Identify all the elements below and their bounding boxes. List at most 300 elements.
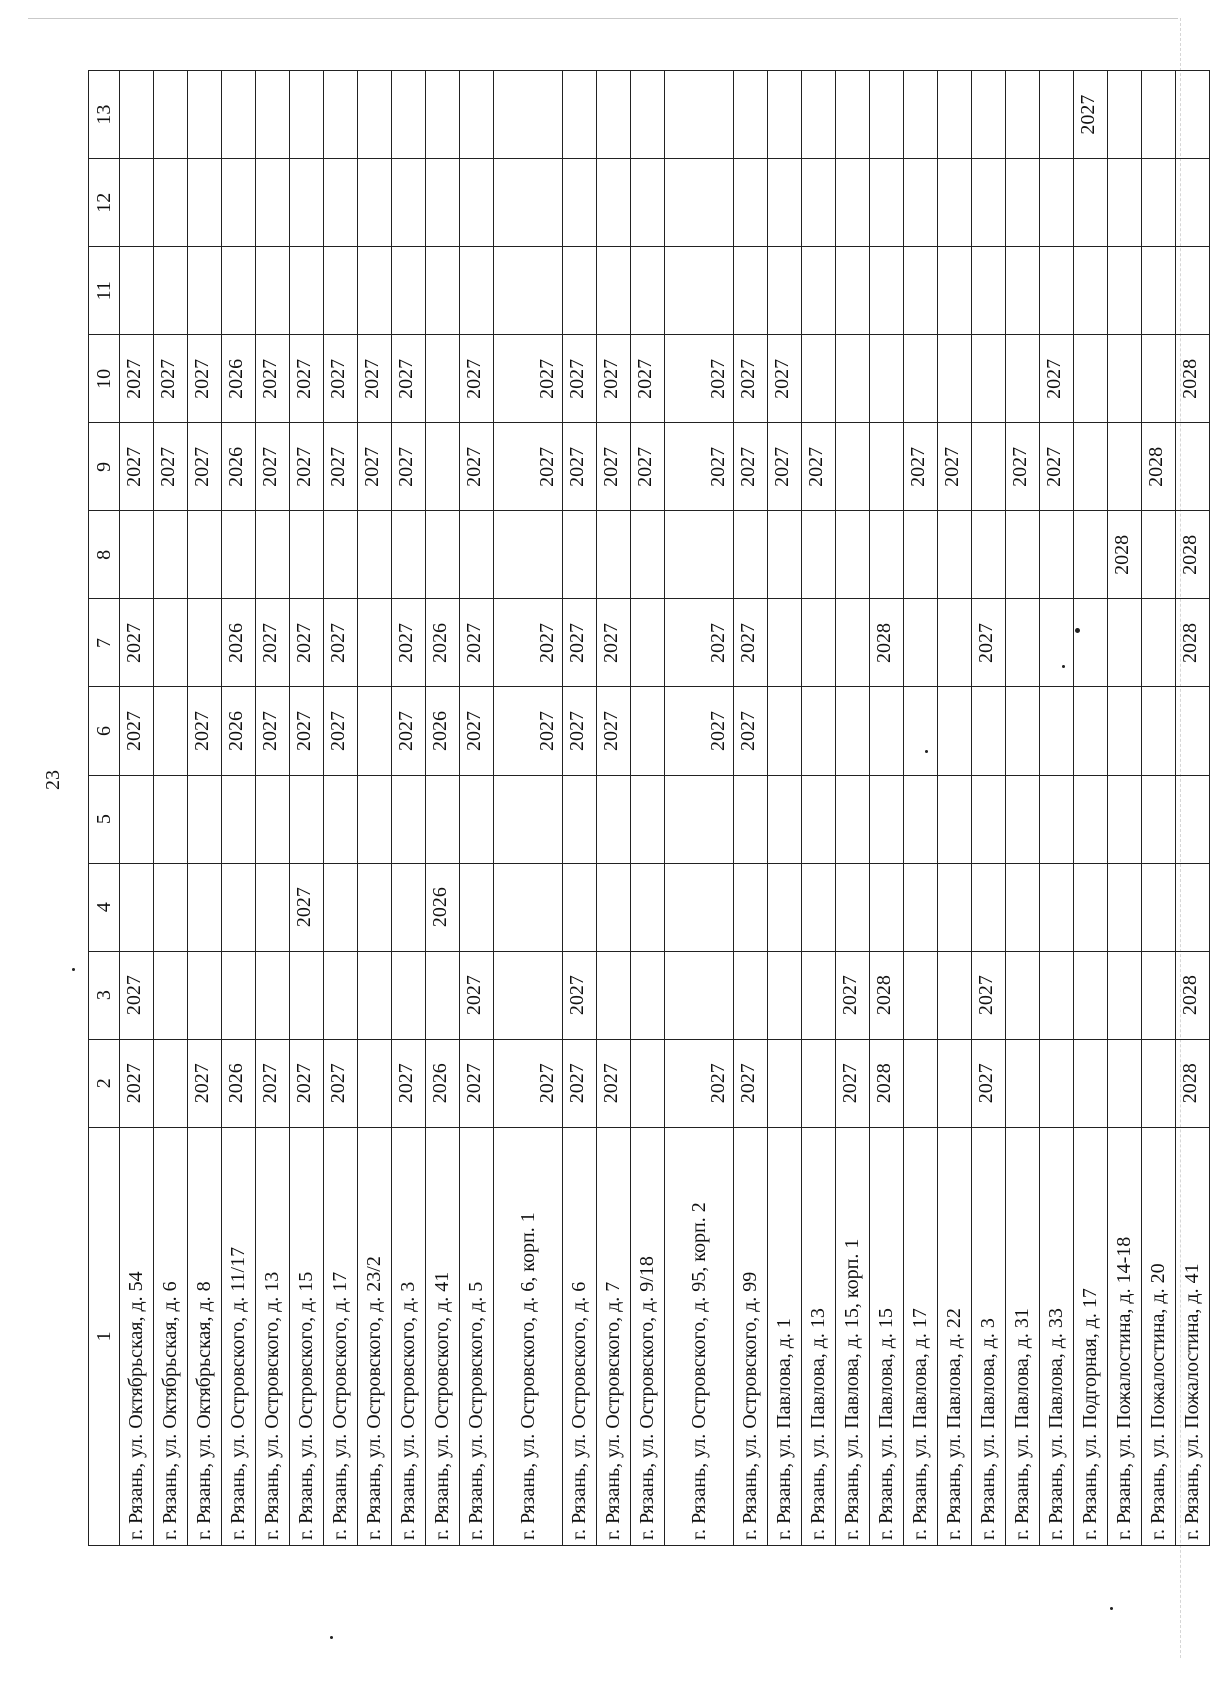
year-cell-col-2: 2027: [596, 1039, 630, 1127]
column-header-3: 3: [89, 951, 120, 1039]
year-cell-col-8: [869, 511, 903, 599]
year-cell-col-12: [1073, 159, 1107, 247]
year-cell-col-11: [425, 247, 459, 335]
year-cell-col-5: [664, 775, 733, 863]
column-header-6: 6: [89, 687, 120, 775]
year-cell-col-4: [733, 863, 767, 951]
year-cell-col-10: 2027: [357, 335, 391, 423]
year-cell-col-10: 2027: [1039, 335, 1073, 423]
year-cell-col-4: [357, 863, 391, 951]
address-cell: г. Рязань, ул. Павлова, д. 15, корп. 1: [835, 1127, 869, 1545]
year-cell-col-6: 2027: [493, 687, 562, 775]
column-header-8: 8: [89, 511, 120, 599]
address-cell: г. Рязань, ул. Островского, д. 23/2: [357, 1127, 391, 1545]
year-cell-col-3: [323, 951, 357, 1039]
page-number: 23: [42, 770, 64, 790]
year-cell-col-2: 2027: [733, 1039, 767, 1127]
year-cell-col-5: [1005, 775, 1039, 863]
year-cell-col-8: [903, 511, 937, 599]
year-cell-col-2: [801, 1039, 835, 1127]
year-cell-col-5: [153, 775, 187, 863]
year-cell-col-11: [459, 247, 493, 335]
year-cell-col-11: [733, 247, 767, 335]
year-cell-col-10: 2027: [733, 335, 767, 423]
year-cell-col-13: 2027: [1073, 71, 1107, 159]
year-cell-col-9: 2027: [459, 423, 493, 511]
year-cell-col-11: [835, 247, 869, 335]
table-row: [971, 71, 1005, 1546]
year-cell-col-12: [630, 159, 664, 247]
year-cell-col-2: 2027: [493, 1039, 562, 1127]
year-cell-col-12: [937, 159, 971, 247]
year-cell-col-13: [255, 71, 289, 159]
year-cell-col-7: 2027: [120, 599, 154, 687]
year-cell-col-5: [289, 775, 323, 863]
table-row: [187, 71, 221, 1546]
year-cell-col-12: [869, 159, 903, 247]
year-cell-col-2: [1141, 1039, 1175, 1127]
scan-speck: [1075, 628, 1080, 633]
year-cell-col-7: [801, 599, 835, 687]
year-cell-col-3: [221, 951, 255, 1039]
year-cell-col-11: [391, 247, 425, 335]
year-cell-col-6: [1005, 687, 1039, 775]
year-cell-col-3: 2027: [971, 951, 1005, 1039]
year-cell-col-7: [357, 599, 391, 687]
year-cell-col-9: 2027: [187, 423, 221, 511]
year-cell-col-8: [425, 511, 459, 599]
year-cell-col-5: [937, 775, 971, 863]
year-cell-col-3: [1073, 951, 1107, 1039]
year-cell-col-13: [187, 71, 221, 159]
year-cell-col-11: [357, 247, 391, 335]
column-header-11: 11: [89, 247, 120, 335]
column-header-13: 13: [89, 71, 120, 159]
year-cell-col-2: [630, 1039, 664, 1127]
year-cell-col-9: 2026: [221, 423, 255, 511]
year-cell-col-3: [630, 951, 664, 1039]
year-cell-col-7: [630, 599, 664, 687]
year-cell-col-7: [835, 599, 869, 687]
year-cell-col-13: [1005, 71, 1039, 159]
year-cell-col-4: [493, 863, 562, 951]
year-cell-col-7: [1107, 599, 1141, 687]
year-cell-col-6: [869, 687, 903, 775]
year-cell-col-2: 2027: [459, 1039, 493, 1127]
year-cell-col-3: [153, 951, 187, 1039]
year-cell-col-10: 2027: [391, 335, 425, 423]
year-cell-col-13: [630, 71, 664, 159]
year-cell-col-3: 2027: [835, 951, 869, 1039]
table-row: [1175, 71, 1209, 1546]
year-cell-col-10: [971, 335, 1005, 423]
year-cell-col-3: [664, 951, 733, 1039]
year-cell-col-5: [221, 775, 255, 863]
year-cell-col-6: [835, 687, 869, 775]
address-cell: г. Рязань, ул. Октябрьская, д. 54: [120, 1127, 154, 1545]
year-cell-col-6: 2027: [255, 687, 289, 775]
year-cell-col-10: [1107, 335, 1141, 423]
rotated-table-frame: [88, 70, 1210, 1546]
year-cell-col-13: [767, 71, 801, 159]
year-cell-col-13: [937, 71, 971, 159]
scan-speck: [1062, 665, 1065, 668]
year-cell-col-10: [1005, 335, 1039, 423]
year-cell-col-9: [425, 423, 459, 511]
year-cell-col-7: [153, 599, 187, 687]
year-cell-col-2: 2028: [869, 1039, 903, 1127]
year-cell-col-5: [323, 775, 357, 863]
year-cell-col-10: 2027: [493, 335, 562, 423]
year-cell-col-7: 2027: [255, 599, 289, 687]
table-row: [425, 71, 459, 1546]
year-cell-col-6: 2027: [459, 687, 493, 775]
year-cell-col-6: 2027: [596, 687, 630, 775]
year-cell-col-6: 2027: [562, 687, 596, 775]
year-cell-col-10: 2027: [289, 335, 323, 423]
year-cell-col-6: 2027: [187, 687, 221, 775]
year-cell-col-10: [869, 335, 903, 423]
year-cell-col-4: [869, 863, 903, 951]
address-cell: г. Рязань, ул. Октябрьская, д. 6: [153, 1127, 187, 1545]
year-cell-col-3: 2028: [1175, 951, 1209, 1039]
year-cell-col-12: [1175, 159, 1209, 247]
year-cell-col-13: [391, 71, 425, 159]
address-cell: г. Рязань, ул. Островского, д. 6: [562, 1127, 596, 1545]
table-row: [562, 71, 596, 1546]
year-cell-col-2: 2027: [562, 1039, 596, 1127]
year-cell-col-9: 2027: [903, 423, 937, 511]
year-cell-col-12: [289, 159, 323, 247]
year-cell-col-7: [903, 599, 937, 687]
address-cell: г. Рязань, ул. Павлова, д. 17: [903, 1127, 937, 1545]
address-cell: г. Рязань, ул. Павлова, д. 15: [869, 1127, 903, 1545]
year-cell-col-6: [801, 687, 835, 775]
year-cell-col-4: [153, 863, 187, 951]
year-cell-col-7: [187, 599, 221, 687]
year-cell-col-11: [1039, 247, 1073, 335]
year-cell-col-9: 2027: [255, 423, 289, 511]
year-cell-col-8: [937, 511, 971, 599]
year-cell-col-3: [493, 951, 562, 1039]
year-cell-col-6: 2027: [120, 687, 154, 775]
year-cell-col-6: [630, 687, 664, 775]
repair-schedule-table: [88, 70, 1210, 1546]
table-row: [255, 71, 289, 1546]
year-cell-col-3: [1141, 951, 1175, 1039]
year-cell-col-11: [1005, 247, 1039, 335]
year-cell-col-4: [187, 863, 221, 951]
table-row: [1141, 71, 1175, 1546]
year-cell-col-4: [221, 863, 255, 951]
year-cell-col-5: [562, 775, 596, 863]
year-cell-col-6: [971, 687, 1005, 775]
year-cell-col-13: [903, 71, 937, 159]
year-cell-col-8: [221, 511, 255, 599]
year-cell-col-8: 2028: [1175, 511, 1209, 599]
year-cell-col-9: 2027: [937, 423, 971, 511]
year-cell-col-5: [733, 775, 767, 863]
year-cell-col-4: [767, 863, 801, 951]
year-cell-col-6: 2027: [289, 687, 323, 775]
year-cell-col-9: 2028: [1141, 423, 1175, 511]
year-cell-col-7: [767, 599, 801, 687]
year-cell-col-7: 2027: [562, 599, 596, 687]
year-cell-col-8: [187, 511, 221, 599]
address-cell: г. Рязань, ул. Павлова, д. 3: [971, 1127, 1005, 1545]
year-cell-col-4: [835, 863, 869, 951]
year-cell-col-5: [357, 775, 391, 863]
address-cell: г. Рязань, ул. Островского, д. 5: [459, 1127, 493, 1545]
year-cell-col-2: 2027: [187, 1039, 221, 1127]
table-row: [1039, 71, 1073, 1546]
year-cell-col-6: [1039, 687, 1073, 775]
year-cell-col-4: [120, 863, 154, 951]
year-cell-col-2: 2028: [1175, 1039, 1209, 1127]
year-cell-col-10: 2027: [323, 335, 357, 423]
year-cell-col-2: [767, 1039, 801, 1127]
table-body: [120, 71, 1210, 1546]
year-cell-col-8: [153, 511, 187, 599]
year-cell-col-8: [801, 511, 835, 599]
year-cell-col-2: [1005, 1039, 1039, 1127]
year-cell-col-4: [562, 863, 596, 951]
year-cell-col-4: [903, 863, 937, 951]
year-cell-col-5: [120, 775, 154, 863]
year-cell-col-3: 2027: [120, 951, 154, 1039]
year-cell-col-11: [562, 247, 596, 335]
column-header-9: 9: [89, 423, 120, 511]
year-cell-col-4: 2026: [425, 863, 459, 951]
year-cell-col-11: [767, 247, 801, 335]
table-row: [323, 71, 357, 1546]
year-cell-col-12: [357, 159, 391, 247]
year-cell-col-3: [255, 951, 289, 1039]
year-cell-col-11: [937, 247, 971, 335]
year-cell-col-3: [733, 951, 767, 1039]
year-cell-col-13: [120, 71, 154, 159]
year-cell-col-12: [493, 159, 562, 247]
year-cell-col-2: 2027: [120, 1039, 154, 1127]
year-cell-col-3: [1039, 951, 1073, 1039]
year-cell-col-3: [596, 951, 630, 1039]
year-cell-col-2: [1107, 1039, 1141, 1127]
year-cell-col-7: 2027: [664, 599, 733, 687]
address-cell: г. Рязань, ул. Павлова, д. 22: [937, 1127, 971, 1545]
year-cell-col-13: [221, 71, 255, 159]
year-cell-col-8: [733, 511, 767, 599]
year-cell-col-10: 2027: [120, 335, 154, 423]
year-cell-col-11: [1073, 247, 1107, 335]
address-cell: г. Рязань, ул. Островского, д. 6, корп. 1: [493, 1127, 562, 1545]
year-cell-col-8: [664, 511, 733, 599]
year-cell-col-4: [323, 863, 357, 951]
year-cell-col-9: 2027: [357, 423, 391, 511]
year-cell-col-7: [1039, 599, 1073, 687]
year-cell-col-2: [357, 1039, 391, 1127]
year-cell-col-4: [1107, 863, 1141, 951]
year-cell-col-5: [903, 775, 937, 863]
address-cell: г. Рязань, ул. Островского, д. 15: [289, 1127, 323, 1545]
year-cell-col-3: [767, 951, 801, 1039]
year-cell-col-13: [153, 71, 187, 159]
year-cell-col-13: [459, 71, 493, 159]
year-cell-col-5: [1107, 775, 1141, 863]
year-cell-col-5: [1073, 775, 1107, 863]
year-cell-col-11: [903, 247, 937, 335]
year-cell-col-5: [971, 775, 1005, 863]
year-cell-col-5: [1175, 775, 1209, 863]
year-cell-col-6: 2026: [221, 687, 255, 775]
column-header-7: 7: [89, 599, 120, 687]
year-cell-col-6: [1073, 687, 1107, 775]
year-cell-col-7: [1141, 599, 1175, 687]
year-cell-col-4: [937, 863, 971, 951]
address-cell: г. Рязань, ул. Пожалостина, д. 14-18: [1107, 1127, 1141, 1545]
year-cell-col-13: [971, 71, 1005, 159]
year-cell-col-8: [835, 511, 869, 599]
year-cell-col-4: [664, 863, 733, 951]
table-row: [733, 71, 767, 1546]
table-row: [391, 71, 425, 1546]
year-cell-col-11: [1141, 247, 1175, 335]
year-cell-col-7: 2028: [869, 599, 903, 687]
scan-speck: [925, 750, 928, 753]
year-cell-col-4: [1005, 863, 1039, 951]
table-row: [357, 71, 391, 1546]
address-cell: г. Рязань, ул. Октябрьская, д. 8: [187, 1127, 221, 1545]
year-cell-col-2: [153, 1039, 187, 1127]
year-cell-col-4: [1073, 863, 1107, 951]
year-cell-col-4: [596, 863, 630, 951]
year-cell-col-7: 2028: [1175, 599, 1209, 687]
year-cell-col-13: [733, 71, 767, 159]
year-cell-col-11: [323, 247, 357, 335]
address-cell: г. Рязань, ул. Островского, д. 95, корп. 2: [664, 1127, 733, 1545]
year-cell-col-5: [493, 775, 562, 863]
year-cell-col-7: [1073, 599, 1107, 687]
year-cell-col-10: 2027: [459, 335, 493, 423]
scan-speck: [330, 1636, 333, 1639]
year-cell-col-10: 2027: [153, 335, 187, 423]
year-cell-col-6: [357, 687, 391, 775]
year-cell-col-6: [903, 687, 937, 775]
year-cell-col-7: 2027: [596, 599, 630, 687]
year-cell-col-3: [187, 951, 221, 1039]
year-cell-col-8: [1005, 511, 1039, 599]
year-cell-col-7: 2027: [459, 599, 493, 687]
year-cell-col-2: 2027: [971, 1039, 1005, 1127]
year-cell-col-13: [289, 71, 323, 159]
year-cell-col-11: [869, 247, 903, 335]
year-cell-col-13: [801, 71, 835, 159]
year-cell-col-9: [1073, 423, 1107, 511]
table-row: [869, 71, 903, 1546]
year-cell-col-6: 2026: [425, 687, 459, 775]
column-header-4: 4: [89, 863, 120, 951]
year-cell-col-12: [1005, 159, 1039, 247]
year-cell-col-7: 2027: [323, 599, 357, 687]
year-cell-col-5: [835, 775, 869, 863]
year-cell-col-6: 2027: [664, 687, 733, 775]
year-cell-col-10: [903, 335, 937, 423]
year-cell-col-7: 2027: [733, 599, 767, 687]
table-row: [903, 71, 937, 1546]
year-cell-col-9: 2027: [664, 423, 733, 511]
year-cell-col-3: [1107, 951, 1141, 1039]
scan-speck: [72, 968, 75, 971]
year-cell-col-10: [425, 335, 459, 423]
year-cell-col-2: 2026: [425, 1039, 459, 1127]
year-cell-col-11: [1107, 247, 1141, 335]
table-row: [1073, 71, 1107, 1546]
year-cell-col-4: [801, 863, 835, 951]
year-cell-col-13: [323, 71, 357, 159]
year-cell-col-6: [1175, 687, 1209, 775]
year-cell-col-3: 2027: [562, 951, 596, 1039]
year-cell-col-4: [971, 863, 1005, 951]
year-cell-col-3: [289, 951, 323, 1039]
year-cell-col-2: 2027: [255, 1039, 289, 1127]
year-cell-col-9: 2027: [289, 423, 323, 511]
year-cell-col-10: 2026: [221, 335, 255, 423]
year-cell-col-5: [391, 775, 425, 863]
year-cell-col-8: [289, 511, 323, 599]
year-cell-col-10: [1073, 335, 1107, 423]
year-cell-col-8: [767, 511, 801, 599]
year-cell-col-8: [120, 511, 154, 599]
year-cell-col-4: [630, 863, 664, 951]
year-cell-col-9: 2027: [767, 423, 801, 511]
year-cell-col-5: [459, 775, 493, 863]
year-cell-col-12: [971, 159, 1005, 247]
year-cell-col-8: [323, 511, 357, 599]
address-cell: г. Рязань, ул. Островского, д. 41: [425, 1127, 459, 1545]
year-cell-col-10: [1141, 335, 1175, 423]
year-cell-col-8: [1141, 511, 1175, 599]
address-cell: г. Рязань, ул. Островского, д. 99: [733, 1127, 767, 1545]
table-row: [664, 71, 733, 1546]
year-cell-col-12: [221, 159, 255, 247]
year-cell-col-13: [1107, 71, 1141, 159]
year-cell-col-7: [1005, 599, 1039, 687]
year-cell-col-6: 2027: [391, 687, 425, 775]
year-cell-col-7: 2027: [493, 599, 562, 687]
year-cell-col-6: [937, 687, 971, 775]
year-cell-col-12: [459, 159, 493, 247]
year-cell-col-2: 2027: [289, 1039, 323, 1127]
column-header-5: 5: [89, 775, 120, 863]
year-cell-col-9: 2027: [801, 423, 835, 511]
year-cell-col-7: 2027: [971, 599, 1005, 687]
year-cell-col-11: [630, 247, 664, 335]
address-cell: г. Рязань, ул. Островского, д. 11/17: [221, 1127, 255, 1545]
year-cell-col-12: [801, 159, 835, 247]
year-cell-col-9: [1107, 423, 1141, 511]
year-cell-col-10: [801, 335, 835, 423]
year-cell-col-9: [1175, 423, 1209, 511]
year-cell-col-8: [1073, 511, 1107, 599]
year-cell-col-4: [1141, 863, 1175, 951]
column-header-12: 12: [89, 159, 120, 247]
year-cell-col-8: [1039, 511, 1073, 599]
year-cell-col-10: 2027: [562, 335, 596, 423]
address-cell: г. Рязань, ул. Островского, д. 3: [391, 1127, 425, 1545]
table-row: [289, 71, 323, 1546]
table-row: [801, 71, 835, 1546]
table-row: [767, 71, 801, 1546]
year-cell-col-2: 2027: [835, 1039, 869, 1127]
